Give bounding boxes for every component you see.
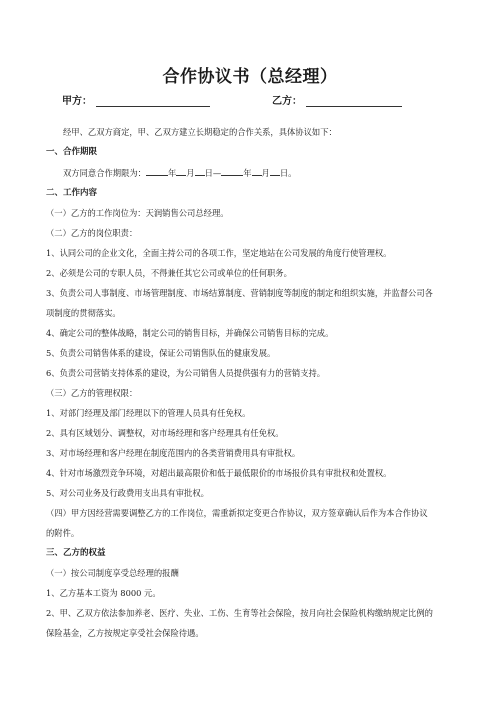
- document-title: 合作协议书（总经理）: [162, 67, 338, 87]
- duty-6: 6、负责公司营销支持体系的建设，为公司销售人员提供强有力的营销支持。: [46, 368, 326, 378]
- section2-item3: （三）乙方的管理权限：: [46, 388, 138, 398]
- duty-5: 5、负责公司销售体系的建设，保证公司销售队伍的健康发展。: [46, 348, 276, 358]
- section3-item1: （一）按公司制度享受总经理的报酬: [46, 568, 179, 578]
- party-b-blank: [306, 94, 402, 107]
- section2-item4-cont: 的附件。: [46, 528, 80, 538]
- party-a: [62, 92, 210, 107]
- benefit-2-cont: 保险基金，乙方按规定享受社会保险待遇。: [46, 628, 204, 638]
- party-a-label: 甲方：: [62, 96, 92, 107]
- party-b-label: 乙方：: [272, 96, 302, 107]
- day-blank-2: [270, 166, 280, 176]
- section1-heading: 一、合作期限: [46, 147, 98, 157]
- duty-1: 1、认同公司的企业文化，全面主持公司的各项工作，坚定地站在公司发展的角度行使管理权。: [46, 248, 392, 258]
- term-line: [46, 166, 466, 179]
- benefit-1: 1、乙方基本工资为 8000 元。: [46, 588, 161, 598]
- power-1: 1、对部门经理及部门经理以下的管理人员具有任免权。: [46, 408, 251, 418]
- power-3: 3、对市场经理和客户经理在制度范围内的各类营销费用具有审批权。: [46, 448, 301, 458]
- section2-item1: （一）乙方的工作岗位为：天润销售公司总经理。: [46, 208, 229, 218]
- month-label-1: 月: [186, 168, 195, 178]
- month-label-2: 月: [261, 168, 270, 178]
- party-b: [272, 92, 402, 107]
- section2-heading: 二、工作内容: [46, 188, 98, 198]
- intro-paragraph: 经甲、乙双方商定，甲、乙双方建立长期稳定的合作关系，具体协议如下：: [63, 127, 337, 137]
- duty-2: 2、必须是公司的专职人员，不得兼任其它公司或单位的任何职务。: [46, 268, 292, 278]
- month-blank-2: [252, 166, 262, 176]
- power-2: 2、具有区域划分、调整权，对市场经理和客户经理具有任免权。: [46, 428, 284, 438]
- duty-4: 4、确定公司的整体战略，制定公司的销售目标，并确保公司销售目标的完成。: [46, 328, 334, 338]
- power-5: 5、对公司业务及行政费用支出具有审批权。: [46, 488, 209, 498]
- year-label-2: 年: [243, 168, 252, 178]
- party-a-blank: [96, 94, 210, 107]
- year-label-1: 年: [167, 168, 177, 178]
- day-label-2: 日。: [279, 168, 297, 178]
- document-body: [46, 126, 466, 639]
- year-blank-1: [146, 166, 168, 176]
- benefit-2: 2、甲、乙双方依法参加养老、医疗、失业、工伤、生育等社会保险，按月向社会保险机构缴纳规定比例的: [46, 608, 433, 618]
- power-4: 4、针对市场激烈竞争环境，对超出最高限价和低于最低限价的市场报价具有审批权和处置权。: [46, 468, 392, 478]
- duty-3: 3、负责公司人事制度、市场管理制度、市场结算制度、营销制度等制度的制定和组织实施，并监督公司各: [46, 288, 433, 298]
- duty-3-cont: 项制度的贯彻落实。: [46, 308, 121, 318]
- day-blank-1: [195, 166, 205, 176]
- day-label-1: 日—: [204, 168, 222, 178]
- year-blank-2: [221, 166, 243, 176]
- section2-item2: （二）乙方的岗位职责：: [46, 228, 138, 238]
- section2-item4: （四）甲方因经营需要调整乙方的工作岗位，需重新拟定变更合作协议，双方签章确认后作为本合作协议: [46, 508, 428, 518]
- parties-row: [62, 92, 462, 108]
- term-prefix: 双方同意合作期限为：: [63, 168, 146, 178]
- section3-heading: 三、乙方的权益: [46, 548, 106, 558]
- month-blank-1: [176, 166, 186, 176]
